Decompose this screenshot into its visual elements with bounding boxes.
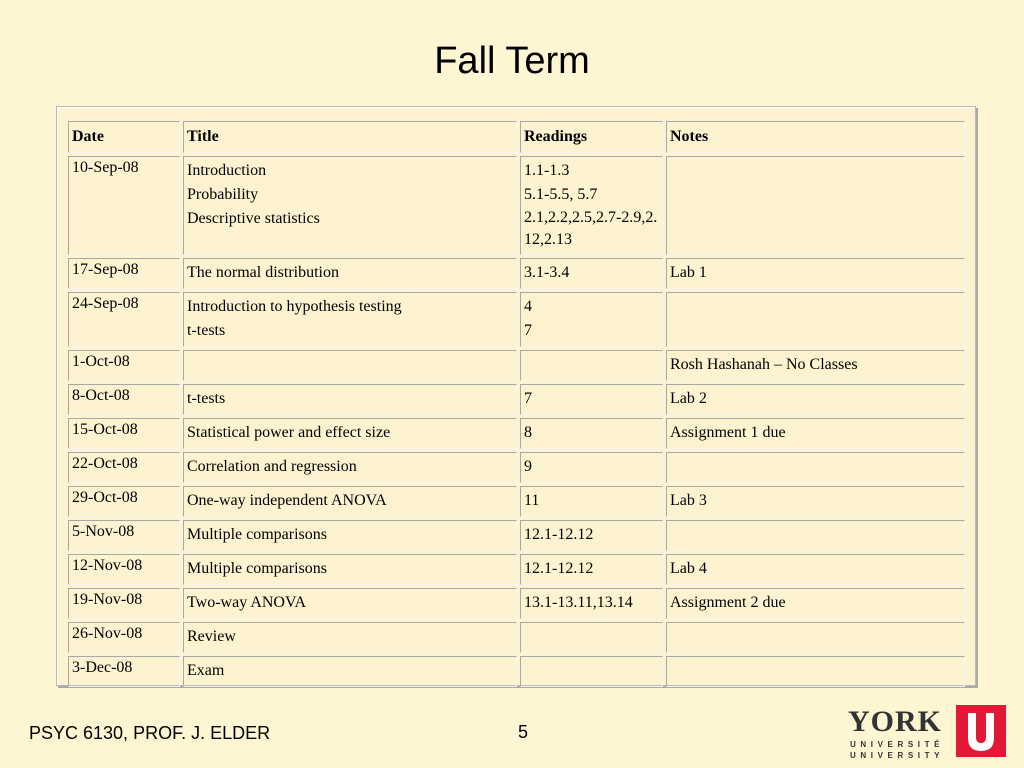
cell-notes: [666, 656, 965, 687]
cell-title: [183, 384, 517, 415]
york-university-logo: [846, 705, 1008, 763]
cell-readings: [520, 554, 663, 585]
cell-notes: Rosh Hashanah – No Classes: [666, 350, 965, 381]
cell-title: [183, 622, 517, 653]
header-readings: Readings: [520, 121, 663, 153]
cell-title: [183, 554, 517, 585]
logo-line-en: UNIVERSITY: [850, 751, 945, 760]
header-date: Date: [68, 121, 180, 153]
cell-title-line: The normal distribution: [187, 264, 339, 281]
york-u-icon: [956, 705, 1006, 757]
cell-date: 22-Oct-08: [68, 452, 180, 483]
cell-readings-line: 5.1-5.5, 5.7: [524, 186, 598, 203]
cell-title: [183, 486, 517, 517]
cell-readings-line: 7: [524, 390, 532, 407]
cell-readings-line: 1.1-1.3: [524, 162, 570, 179]
cell-date: 5-Nov-08: [68, 520, 180, 551]
table-header-row: [68, 121, 965, 153]
cell-title: [183, 418, 517, 449]
cell-readings-line: 7: [524, 322, 532, 339]
cell-title: [183, 588, 517, 619]
cell-readings-line: 2.1,2.2,2.5,2.7-2.9,2.12,2.13: [524, 209, 658, 248]
cell-title-line: Introduction: [187, 162, 267, 179]
table-row: [68, 622, 965, 653]
cell-date: 3-Dec-08: [68, 656, 180, 687]
cell-readings: [520, 656, 663, 687]
page-number: 5: [518, 722, 529, 742]
cell-notes: [666, 520, 965, 551]
cell-notes: Lab 1: [666, 258, 965, 289]
logo-line-fr: UNIVERSITÉ: [850, 740, 945, 749]
cell-title-line: One-way independent ANOVA: [187, 492, 387, 509]
cell-title-line: Introduction to hypothesis testing: [187, 298, 402, 315]
cell-notes: [666, 156, 965, 255]
cell-notes: [666, 622, 965, 653]
header-title: Title: [183, 121, 517, 153]
cell-readings-line: 12.1-12.12: [524, 526, 594, 543]
cell-title-line: t-tests: [187, 390, 226, 407]
cell-title-line: Multiple comparisons: [187, 560, 327, 577]
table-row: [68, 486, 965, 517]
table-row: [68, 656, 965, 687]
cell-readings: [520, 452, 663, 483]
cell-title-line: Multiple comparisons: [187, 526, 327, 543]
cell-date: 10-Sep-08: [68, 156, 180, 255]
cell-date: 15-Oct-08: [68, 418, 180, 449]
cell-readings-line: 12.1-12.12: [524, 560, 594, 577]
cell-title: [183, 656, 517, 687]
cell-title: [183, 350, 517, 381]
cell-title-line: Correlation and regression: [187, 458, 357, 475]
table-row: [68, 588, 965, 619]
header-notes: Notes: [666, 121, 965, 153]
table-row: [68, 520, 965, 551]
cell-notes: Assignment 2 due: [666, 588, 965, 619]
logo-word: YORK: [848, 705, 942, 738]
cell-title-line: Descriptive statistics: [187, 210, 320, 227]
cell-title-line: Two-way ANOVA: [187, 594, 307, 611]
cell-date: 26-Nov-08: [68, 622, 180, 653]
cell-readings-line: 8: [524, 424, 532, 441]
cell-notes: [666, 292, 965, 347]
cell-title: [183, 156, 517, 255]
cell-notes: [666, 452, 965, 483]
cell-readings: [520, 156, 663, 255]
cell-date: 1-Oct-08: [68, 350, 180, 381]
cell-title: [183, 452, 517, 483]
cell-title-line: Exam: [187, 662, 225, 679]
cell-notes: Lab 3: [666, 486, 965, 517]
cell-readings: [520, 384, 663, 415]
cell-date: 29-Oct-08: [68, 486, 180, 517]
cell-notes: Assignment 1 due: [666, 418, 965, 449]
table-row: [68, 452, 965, 483]
cell-notes: Lab 4: [666, 554, 965, 585]
cell-date: 24-Sep-08: [68, 292, 180, 347]
schedule-table: [65, 118, 968, 690]
cell-readings-line: 13.1-13.11,13.14: [524, 594, 633, 611]
cell-date: 19-Nov-08: [68, 588, 180, 619]
cell-notes: Lab 2: [666, 384, 965, 415]
cell-readings-line: 4: [524, 298, 532, 315]
cell-date: 17-Sep-08: [68, 258, 180, 289]
slide-title: Fall Term: [434, 40, 590, 82]
cell-readings: [520, 258, 663, 289]
cell-readings: [520, 486, 663, 517]
table-row: [68, 350, 965, 381]
cell-title: [183, 292, 517, 347]
footer-course-label: PSYC 6130, PROF. J. ELDER: [29, 723, 271, 743]
cell-title: [183, 520, 517, 551]
cell-readings: [520, 350, 663, 381]
table-row: [68, 156, 965, 255]
table-row: [68, 554, 965, 585]
cell-readings: [520, 520, 663, 551]
cell-readings: [520, 588, 663, 619]
cell-title-line: Review: [187, 628, 236, 645]
cell-date: 12-Nov-08: [68, 554, 180, 585]
cell-title-line: Statistical power and effect size: [187, 424, 391, 441]
cell-readings: [520, 418, 663, 449]
table-row: [68, 292, 965, 347]
cell-readings-line: 3.1-3.4: [524, 264, 570, 281]
table-row: [68, 258, 965, 289]
cell-title-line: t-tests: [187, 322, 226, 339]
cell-readings: [520, 292, 663, 347]
cell-date: 8-Oct-08: [68, 384, 180, 415]
table-row: [68, 384, 965, 415]
cell-readings: [520, 622, 663, 653]
cell-title-line: Probability: [187, 186, 259, 203]
cell-readings-line: 11: [524, 492, 540, 509]
cell-readings-line: 9: [524, 458, 532, 475]
table-row: [68, 418, 965, 449]
cell-title: [183, 258, 517, 289]
